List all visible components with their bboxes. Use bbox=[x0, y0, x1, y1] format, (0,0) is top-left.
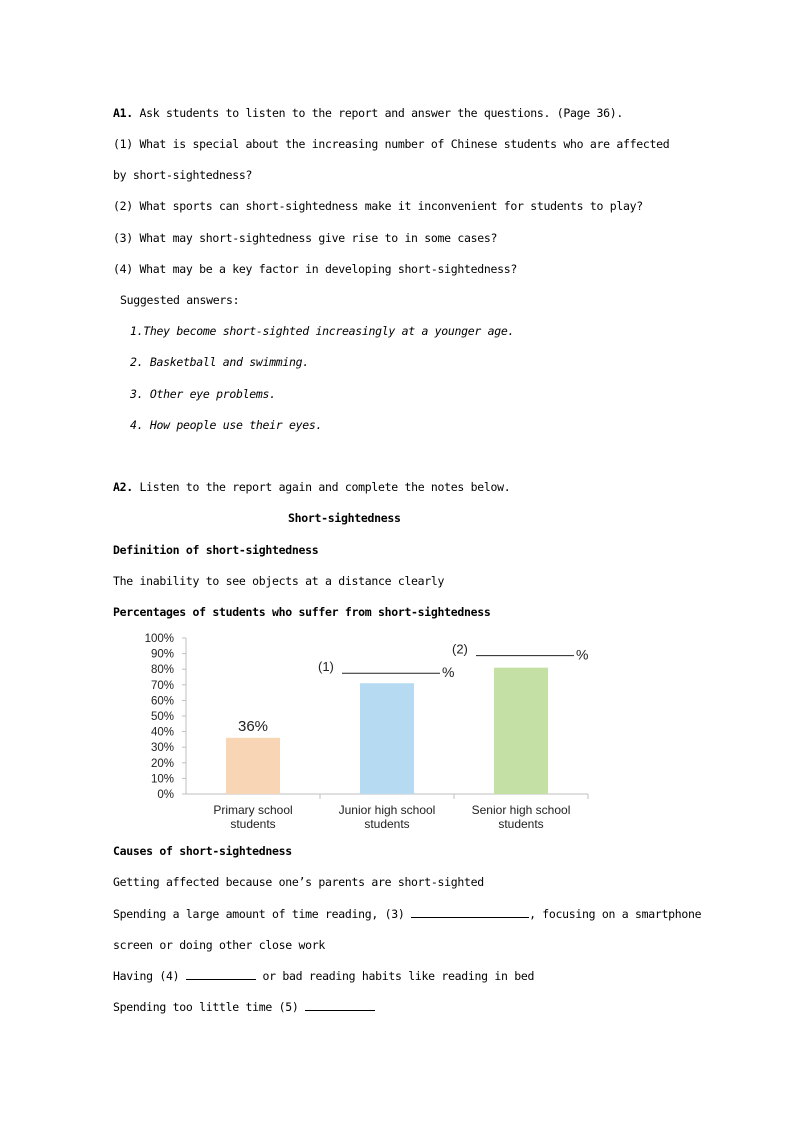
cause-2 bbox=[113, 907, 701, 921]
x-category-label: Senior high school bbox=[471, 803, 571, 817]
percent-sign-3: % bbox=[576, 646, 589, 663]
cause-2-line-2: screen or doing other close work bbox=[113, 938, 325, 952]
y-tick-label: 80% bbox=[150, 664, 174, 677]
definition-text: The inability to see objects at a distance clearly bbox=[113, 574, 445, 588]
blank-3[interactable] bbox=[411, 907, 529, 918]
definition-heading: Definition of short-sightedness bbox=[113, 543, 319, 557]
x-category-label: Junior high school bbox=[338, 803, 436, 817]
question-1-line-1: (1) What is special about the increasing number of Chinese students who are affected bbox=[113, 137, 670, 151]
percentages-heading: Percentages of students who suffer from short-sightedness bbox=[113, 605, 491, 619]
blank-5[interactable] bbox=[305, 1000, 375, 1011]
bar-2 bbox=[360, 683, 414, 794]
short-sightedness-bar-chart bbox=[113, 628, 603, 838]
bar-3 bbox=[494, 668, 548, 794]
x-category-label: students bbox=[364, 817, 410, 831]
y-tick-label: 30% bbox=[150, 742, 174, 755]
cause-2-text-after: , focusing on a smartphone bbox=[529, 907, 702, 921]
cause-3 bbox=[113, 969, 534, 983]
blank-label-3: (2) bbox=[452, 641, 468, 657]
causes-heading: Causes of short-sightedness bbox=[113, 844, 292, 858]
suggested-answer-2: 2. Basketball and swimming. bbox=[130, 355, 309, 369]
notes-title: Short-sightedness bbox=[288, 511, 401, 525]
a2-heading-label: A2. bbox=[113, 480, 133, 494]
question-2: (2) What sports can short-sightedness make it inconvenient for students to play? bbox=[113, 199, 643, 213]
percent-sign-2: % bbox=[442, 664, 455, 681]
blank-label-2: (1) bbox=[318, 659, 334, 675]
bar-1 bbox=[226, 738, 280, 794]
y-tick-label: 60% bbox=[150, 695, 174, 708]
cause-4 bbox=[113, 1000, 375, 1014]
suggested-answer-3: 3. Other eye problems. bbox=[130, 387, 276, 401]
y-tick-label: 10% bbox=[150, 773, 174, 786]
question-3: (3) What may short-sightedness give rise to in some cases? bbox=[113, 231, 498, 245]
a1-heading-text: Ask students to listen to the report and answer the questions. (Page 36). bbox=[132, 106, 624, 120]
question-1-line-2: by short-sightedness? bbox=[113, 168, 253, 182]
cause-2-text-before: Spending a large amount of time reading, (3) bbox=[113, 907, 412, 921]
y-tick-label: 100% bbox=[144, 633, 174, 645]
data-label-1: 36% bbox=[237, 717, 269, 735]
x-category-label: students bbox=[230, 817, 276, 831]
x-category-label: students bbox=[498, 817, 544, 831]
suggested-answers-label: Suggested answers: bbox=[120, 293, 240, 307]
cause-3-text-after: or bad reading habits like reading in bed bbox=[255, 969, 535, 983]
suggested-answer-4: 4. How people use their eyes. bbox=[130, 418, 323, 432]
y-tick-label: 0% bbox=[157, 789, 174, 801]
suggested-answer-1: 1.They become short-sighted increasingly at a younger age. bbox=[130, 324, 515, 338]
y-tick-label: 50% bbox=[150, 711, 174, 723]
a2-heading-text: Listen to the report again and complete the notes below. bbox=[132, 480, 511, 494]
blank-4[interactable] bbox=[186, 969, 256, 980]
question-4: (4) What may be a key factor in developing short-sightedness? bbox=[113, 262, 518, 276]
a1-heading bbox=[113, 106, 623, 120]
y-tick-label: 20% bbox=[150, 757, 174, 770]
cause-3-text-before: Having (4) bbox=[113, 969, 186, 983]
y-tick-label: 70% bbox=[150, 679, 174, 692]
cause-1: Getting affected because one’s parents are short-sighted bbox=[113, 875, 484, 889]
y-tick-label: 90% bbox=[150, 648, 174, 661]
cause-4-text-before: Spending too little time (5) bbox=[113, 1000, 306, 1014]
x-category-label: Primary school bbox=[213, 803, 293, 817]
a1-heading-label: A1. bbox=[113, 106, 133, 120]
a2-heading bbox=[113, 480, 510, 494]
y-tick-label: 40% bbox=[150, 726, 174, 739]
